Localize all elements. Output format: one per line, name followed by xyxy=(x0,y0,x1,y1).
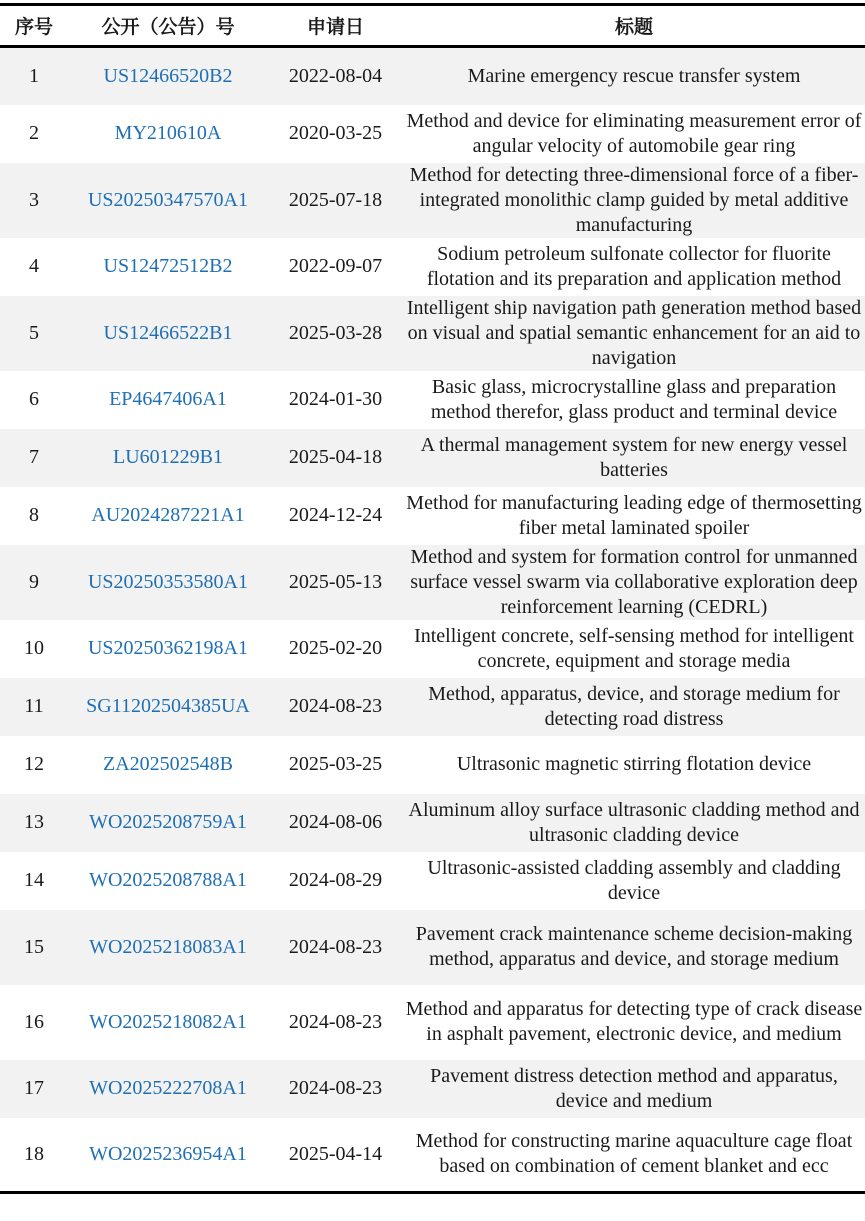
publication-link[interactable]: AU2024287221A1 xyxy=(91,504,245,526)
filing-date: 2025-05-13 xyxy=(268,545,403,620)
table-row xyxy=(0,487,865,545)
filing-date: 2024-08-23 xyxy=(288,1010,383,1033)
filing-date: 2025-03-25 xyxy=(288,753,383,775)
table-row xyxy=(0,296,865,371)
publication-link[interactable]: US20250362198A1 xyxy=(87,637,248,659)
filing-date: 2022-09-07 xyxy=(288,255,383,277)
table-row xyxy=(0,678,865,736)
publication-link[interactable]: US20250353580A1 xyxy=(68,545,268,620)
filing-date: 2025-04-14 xyxy=(268,1118,403,1193)
patent-title: Ultrasonic-assisted cladding assembly and cladding device xyxy=(427,856,841,904)
filing-date: 2025-04-18 xyxy=(268,429,403,487)
table-row xyxy=(0,163,865,238)
patent-title: Basic glass, microcrystalline glass and preparation method therefor, glass product and terminal device xyxy=(430,375,838,423)
filing-date: 2025-03-28 xyxy=(268,296,403,371)
row-index: 13 xyxy=(0,794,68,852)
publication-link[interactable]: WO2025208788A1 xyxy=(89,869,247,891)
row-index: 7 xyxy=(0,429,68,487)
patent-table-container xyxy=(0,3,865,1194)
row-index: 8 xyxy=(29,504,39,526)
row-index: 14 xyxy=(24,869,44,891)
publication-link[interactable]: SG11202504385UA xyxy=(68,678,268,736)
row-index: 3 xyxy=(0,163,68,238)
table-body xyxy=(0,47,865,1193)
publication-link[interactable]: ZA202502548B xyxy=(103,753,233,775)
patent-title: Method for constructing marine aquaculture cage float based on combination of cement blanket and ecc xyxy=(403,1118,865,1193)
table-header xyxy=(0,5,865,47)
patent-title: Method and device for eliminating measurement error of angular velocity of automobile gear ring xyxy=(406,109,862,157)
row-index: 15 xyxy=(0,910,68,985)
publication-link[interactable]: US12472512B2 xyxy=(103,255,233,277)
patent-title: Pavement crack maintenance scheme decision-making method, apparatus and device, and storage medium xyxy=(403,910,865,985)
table-row xyxy=(0,238,865,296)
filing-date: 2024-08-23 xyxy=(268,1060,403,1118)
filing-date: 2022-08-04 xyxy=(268,47,403,105)
table-row xyxy=(0,794,865,852)
patent-title: Aluminum alloy surface ultrasonic cladding method and ultrasonic cladding device xyxy=(403,794,865,852)
patent-title: Method, apparatus, device, and storage medium for detecting road distress xyxy=(403,678,865,736)
filing-date: 2024-08-06 xyxy=(268,794,403,852)
table-row xyxy=(0,1060,865,1118)
row-index: 10 xyxy=(24,637,44,659)
patent-table xyxy=(0,3,865,1194)
patent-title: Intelligent concrete, self-sensing method for intelligent concrete, equipment and storage media xyxy=(414,624,854,672)
table-row xyxy=(0,47,865,105)
table-row xyxy=(0,1118,865,1193)
header-publication-no: 公开（公告）号 xyxy=(68,5,268,47)
header-row xyxy=(0,5,865,47)
patent-title: Method and system for formation control for unmanned surface vessel swarm via collaborative exploration deep reinforcement learning (CEDRL) xyxy=(403,545,865,620)
publication-link[interactable]: EP4647406A1 xyxy=(109,388,227,410)
row-index: 4 xyxy=(29,255,39,277)
row-index: 12 xyxy=(24,753,44,775)
publication-link[interactable]: WO2025218083A1 xyxy=(68,910,268,985)
filing-date: 2024-12-24 xyxy=(288,504,383,526)
table-row xyxy=(0,371,865,429)
filing-date: 2024-01-30 xyxy=(288,388,383,410)
row-index: 11 xyxy=(0,678,68,736)
publication-link[interactable]: US12466522B1 xyxy=(68,296,268,371)
patent-title: A thermal management system for new energy vessel batteries xyxy=(403,429,865,487)
row-index: 17 xyxy=(0,1060,68,1118)
table-row xyxy=(0,620,865,678)
publication-link[interactable]: MY210610A xyxy=(114,122,222,144)
filing-date: 2024-08-23 xyxy=(268,678,403,736)
filing-date: 2024-08-23 xyxy=(268,910,403,985)
filing-date: 2024-08-29 xyxy=(288,869,383,891)
filing-date: 2025-07-18 xyxy=(268,163,403,238)
publication-link[interactable]: US12466520B2 xyxy=(68,47,268,105)
publication-link[interactable]: LU601229B1 xyxy=(68,429,268,487)
table-row xyxy=(0,105,865,163)
publication-link[interactable]: WO2025208759A1 xyxy=(68,794,268,852)
header-title: 标题 xyxy=(403,5,865,47)
row-index: 18 xyxy=(0,1118,68,1193)
patent-title: Pavement distress detection method and apparatus, device and medium xyxy=(403,1060,865,1118)
publication-link[interactable]: WO2025236954A1 xyxy=(68,1118,268,1193)
publication-link[interactable]: WO2025218082A1 xyxy=(89,1010,247,1033)
patent-title: Method for manufacturing leading edge of thermosetting fiber metal laminated spoiler xyxy=(406,491,862,539)
patent-title: Intelligent ship navigation path generation method based on visual and spatial semantic enhancement for an aid to navigation xyxy=(403,296,865,371)
patent-title: Method and apparatus for detecting type of crack disease in asphalt pavement, electronic device, and medium xyxy=(405,998,863,1045)
table-row xyxy=(0,736,865,794)
row-index: 2 xyxy=(29,122,39,144)
row-index: 5 xyxy=(0,296,68,371)
header-index: 序号 xyxy=(0,5,68,47)
table-row xyxy=(0,852,865,910)
patent-title: Ultrasonic magnetic stirring flotation device xyxy=(456,753,812,775)
publication-link[interactable]: WO2025222708A1 xyxy=(68,1060,268,1118)
row-index: 16 xyxy=(24,1010,44,1033)
table-row xyxy=(0,545,865,620)
header-filing-date: 申请日 xyxy=(268,5,403,47)
patent-title: Sodium petroleum sulfonate collector for fluorite flotation and its preparation and application method xyxy=(426,242,842,290)
publication-link[interactable]: US20250347570A1 xyxy=(68,163,268,238)
row-index: 1 xyxy=(0,47,68,105)
patent-title: Marine emergency rescue transfer system xyxy=(403,47,865,105)
filing-date: 2020-03-25 xyxy=(288,122,383,144)
filing-date: 2025-02-20 xyxy=(288,637,383,659)
table-row xyxy=(0,985,865,1060)
row-index: 9 xyxy=(0,545,68,620)
table-row xyxy=(0,429,865,487)
row-index: 6 xyxy=(29,388,39,410)
patent-title: Method for detecting three-dimensional force of a fiber-integrated monolithic clamp guided by metal additive manufacturing xyxy=(403,163,865,238)
table-row xyxy=(0,910,865,985)
